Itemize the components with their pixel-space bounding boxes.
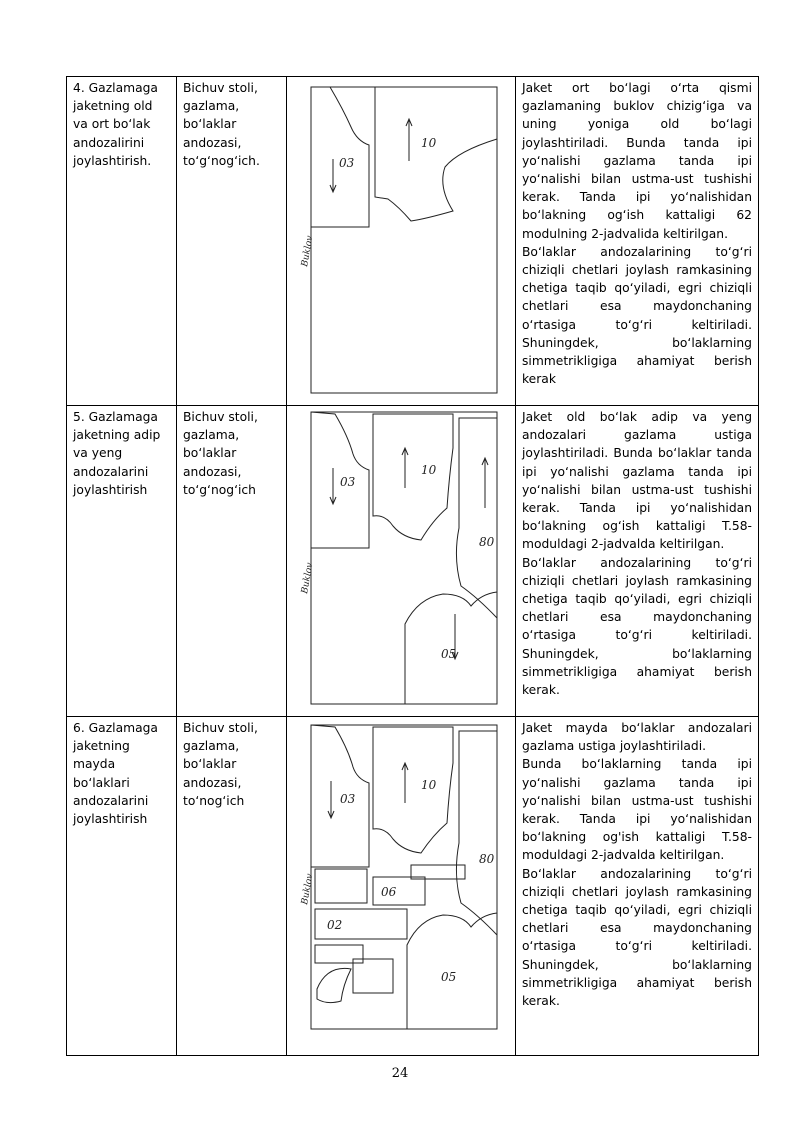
description-cell bbox=[516, 77, 759, 406]
description-paragraph: Bo‘laklar andozalarining to‘g‘ri chiziqli chetlari joylash ramkasining chetiga taqib qo‘yiladi, egri chiziqli chetlari esa maydonchaning o‘rtasiga to‘g‘ri keltiriladi. Shuningdek, bo‘laklarning simmetrikligiga ahamiyat berish kerak bbox=[522, 244, 752, 387]
step-cell: 5. Gazlamaga jaketning adip va yeng andozalarini joylashtirish bbox=[67, 406, 177, 717]
piece-label-80: 80 bbox=[479, 535, 495, 549]
page-number: 24 bbox=[391, 1066, 409, 1081]
tools-cell: Bichuv stoli, gazlama, bo‘laklar andozasi, to‘nog‘ich bbox=[177, 717, 287, 1056]
layout-figure-cell bbox=[287, 406, 516, 717]
description-paragraph: Bunda bo‘laklarning tanda ipi yo‘nalishi gazlama tanda ipi yo‘nalishi bilan ustma-ust tushishi kerak. Tanda ipi yo‘nalishidan bo‘lakning og'ish kattaligi T.58-moduldagi 2-jadvalda keltirilgan. bbox=[522, 757, 752, 863]
piece-label-02: 02 bbox=[327, 918, 343, 932]
description-paragraph: Bo‘laklar andozalarining to‘g‘ri chiziqli chetlari joylash ramkasining chetiga taqib qo‘yiladi, egri chiziqli chetlari esa maydonchaning o‘rtasiga to‘g‘ri keltiriladi. Shuningdek, bo‘laklarning simmetrikligiga ahamiyat berish kerak. bbox=[522, 555, 752, 698]
pattern-piece-10 bbox=[373, 727, 453, 853]
pattern-piece-80 bbox=[456, 731, 497, 935]
piece-label-10: 10 bbox=[421, 778, 437, 792]
table-row bbox=[67, 717, 759, 1056]
piece-label-03: 03 bbox=[339, 156, 355, 170]
piece-label-06: 06 bbox=[381, 885, 397, 899]
table-row bbox=[67, 406, 759, 717]
layout-figure-cell bbox=[287, 77, 516, 406]
layout-figure-cell bbox=[287, 717, 516, 1056]
piece-label-03: 03 bbox=[340, 792, 356, 806]
piece-label-05: 05 bbox=[441, 647, 457, 661]
fabric-frame bbox=[311, 87, 497, 393]
piece-label-10: 10 bbox=[421, 136, 437, 150]
layout-diagram-3 bbox=[293, 719, 499, 1039]
description-paragraph: Jaket old bo‘lak adip va yeng andozalari gazlama ustiga joylashtiriladi. Bunda bo‘laklar tanda ipi yo‘nalishi gazlama tanda ipi yo‘nalishi bilan ustma-ust tushishi kerak. Tanda ipi yo‘nalishidan bo‘lakning og‘ish kattaligi T.58-moduldagi 2-jadvalda keltirilgan. bbox=[522, 410, 752, 552]
step-cell: 4. Gazlamaga jaketning old va ort bo‘lak andozalirini joylashtirish. bbox=[67, 77, 177, 406]
small-piece bbox=[317, 968, 351, 1002]
description-paragraph: Bo‘laklar andozalarining to‘g‘ri chiziqli chetlari joylash ramkasining chetiga taqib qo‘yiladi, egri chiziqli chetlari esa maydonchaning o‘rtasiga to‘g‘ri keltiriladi. Shuningdek, bo‘laklarning simmetrikligiga ahamiyat berish kerak. bbox=[522, 866, 752, 1009]
layout-diagram-2 bbox=[293, 408, 499, 708]
small-piece bbox=[315, 945, 363, 963]
piece-label-80: 80 bbox=[479, 852, 495, 866]
layout-diagram-1 bbox=[293, 79, 499, 397]
small-piece bbox=[315, 869, 367, 903]
procedure-table bbox=[66, 76, 759, 1056]
description-paragraph: Jaket ort bo‘lagi o‘rta qismi gazlamaning buklov chizig‘iga va uning yoniga old bo‘lagi joylashtiriladi. Bunda tanda ipi yo‘nalishi gazlama tanda ipi yo‘nalishi bilan ustma-ust tushishi kerak. Tanda ipi yo‘nalishidan bo‘lakning og‘ish kattaligi 62 modulning 2-jadvalida keltirilgan. bbox=[522, 81, 752, 241]
tools-cell: Bichuv stoli, gazlama, bo‘laklar andozasi, to‘g‘nog‘ich bbox=[177, 406, 287, 717]
pattern-piece-10 bbox=[373, 414, 453, 540]
piece-label-05: 05 bbox=[441, 970, 457, 984]
fold-label: Buklov bbox=[300, 562, 316, 595]
pattern-piece-10 bbox=[375, 87, 497, 221]
description-paragraph: Jaket mayda bo‘laklar andozalari gazlama ustiga joylashtiriladi. bbox=[522, 721, 752, 754]
step-cell: 6. Gazlamaga jaketning mayda bo‘laklari andozalarini joylashtirish bbox=[67, 717, 177, 1056]
small-piece bbox=[353, 959, 393, 993]
tools-cell: Bichuv stoli, gazlama, bo‘laklar andozasi, to‘g‘nog‘ich. bbox=[177, 77, 287, 406]
piece-label-03: 03 bbox=[340, 475, 356, 489]
table-row bbox=[67, 77, 759, 406]
piece-label-10: 10 bbox=[421, 463, 437, 477]
fold-label: Buklov bbox=[300, 235, 316, 268]
fabric-frame bbox=[311, 412, 497, 704]
fold-label: Buklov bbox=[300, 873, 316, 906]
description-cell bbox=[516, 717, 759, 1056]
description-cell bbox=[516, 406, 759, 717]
pattern-piece-80 bbox=[456, 418, 497, 618]
